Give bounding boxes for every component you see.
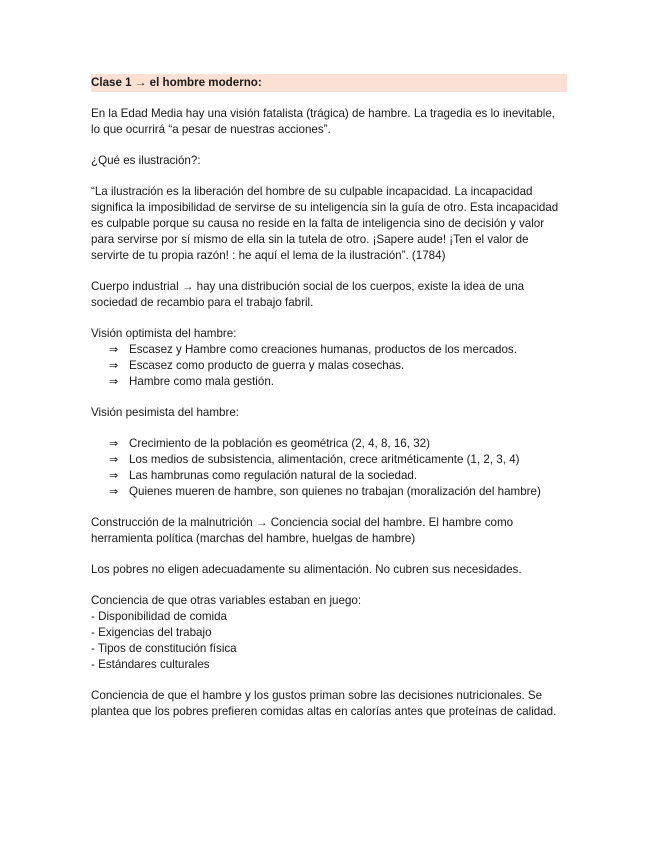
list-item: - Estándares culturales	[91, 658, 210, 671]
list-item: - Exigencias del trabajo	[91, 626, 212, 639]
double-arrow-icon: ⇒	[109, 375, 119, 388]
double-arrow-icon: ⇒	[109, 485, 119, 498]
list-item: ⇒ Escasez y Hambre como creaciones humanas, productos de los mercados.	[109, 343, 517, 356]
double-arrow-icon: ⇒	[109, 359, 119, 372]
pesimista-heading: Visión pesimista del hambre:	[91, 406, 240, 419]
document-page	[91, 74, 567, 735]
paragraph-cuerpo-industrial: Cuerpo industrial → hay una distribución social de los cuerpos, existe la idea de una sociedad de recambio para el trabajo fabril.	[91, 280, 525, 309]
double-arrow-icon: ⇒	[109, 343, 119, 356]
paragraph-edad-media: En la Edad Media hay una visión fatalista (trágica) de hambre. La tragedia es lo inevitable, lo que ocurrirá “a pesar de nuestras acciones”.	[91, 107, 556, 136]
variables-list	[91, 609, 567, 673]
paragraph-malnutricion: Construcción de la malnutrición → Conciencia social del hambre. El hambre como herramienta política (marchas del hambre, huelgas de hambre)	[91, 516, 514, 545]
list-item: ⇒ Crecimiento de la población es geométrica (2, 4, 8, 16, 32)	[109, 437, 430, 450]
optimista-heading: Visión optimista del hambre:	[91, 327, 237, 340]
variables-heading: Conciencia de que otras variables estaban en juego:	[91, 594, 362, 607]
double-arrow-icon: ⇒	[109, 453, 119, 466]
paragraph-gustos: Conciencia de que el hambre y los gustos priman sobre las decisiones nutricionales. Se plantea que los pobres prefieren comidas altas en calorías antes que proteínas de calidad.	[91, 689, 557, 718]
list-item: ⇒ Escasez como producto de guerra y malas cosechas.	[109, 359, 405, 372]
list-item: ⇒ Quienes mueren de hambre, son quienes no trabajan (moralización del hambre)	[109, 485, 541, 498]
double-arrow-icon: ⇒	[109, 469, 119, 482]
paragraph-pobres: Los pobres no eligen adecuadamente su alimentación. No cubren sus necesidades.	[91, 563, 522, 576]
paragraph-quote: “La ilustración es la liberación del hombre de su culpable incapacidad. La incapacidad significa la imposibilidad de servirse de su inteligencia sin la guía de otro. Esta incapacidad es culpable porque su causa no reside en la falta de inteligencia sino de decisión y valor para servirse por sí mismo de ella sin la tutela de otro. ¡Sapere aude! ¡Ten el valor de servirte de tu propia razón! : he aquí el lema de la ilustración”. (1784)	[91, 185, 559, 262]
double-arrow-icon: ⇒	[109, 437, 119, 450]
list-item: - Tipos de constitución física	[91, 642, 237, 655]
pesimista-list	[91, 436, 567, 500]
class-title: Clase 1 → el hombre moderno:	[91, 74, 567, 92]
list-item: ⇒ Las hambrunas como regulación natural de la sociedad.	[109, 469, 418, 482]
optimista-list	[91, 342, 567, 390]
list-item: ⇒ Hambre como mala gestión.	[109, 375, 274, 388]
paragraph-question: ¿Qué es ilustración?:	[91, 154, 201, 167]
list-item: ⇒ Los medios de subsistencia, alimentación, crece aritméticamente (1, 2, 3, 4)	[109, 453, 520, 466]
list-item: - Disponibilidad de comida	[91, 610, 227, 623]
